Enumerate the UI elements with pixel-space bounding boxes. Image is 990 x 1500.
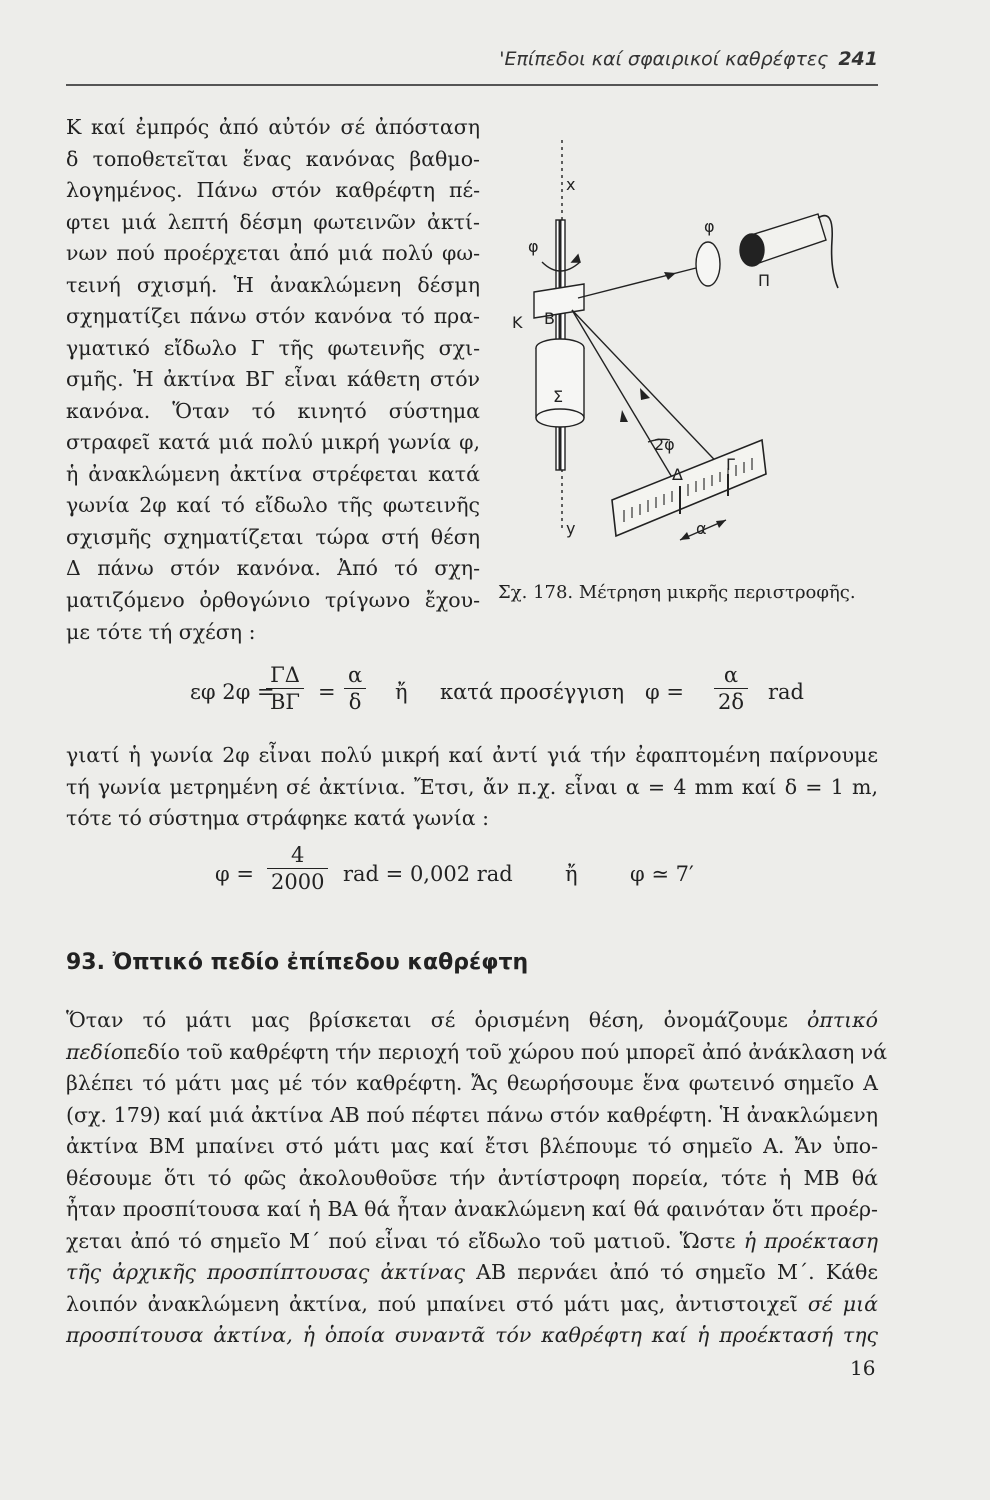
- eq2-lhs: φ =: [215, 862, 254, 886]
- middle-paragraph: [66, 740, 878, 835]
- figure-178: [500, 140, 880, 570]
- text-line: σμῆς. Ἡ ἀκτίνα ΒΓ εἶναι κάθετη στόν: [66, 367, 480, 391]
- section-heading: 93. Ὀπτικό πεδίο ἐπίπεδου καθρέφτη: [66, 950, 529, 975]
- text-line: σχηματίζει πάνω στόν κανόνα τό πρα-: [66, 304, 480, 328]
- figure-caption: Σχ. 178. Μέτρηση μικρῆς περιστροφῆς.: [498, 582, 856, 603]
- label-delta: Δ: [672, 465, 683, 484]
- label-phi-left: φ: [528, 237, 539, 256]
- weight-sigma: [536, 348, 584, 418]
- page-number: 241: [838, 48, 878, 70]
- label-alpha: α: [696, 519, 707, 538]
- label-y: y: [566, 519, 576, 538]
- eq1-f3-num: α: [714, 662, 748, 689]
- left-column-text: [66, 112, 480, 616]
- reflected-ray-1: [572, 310, 728, 474]
- label-phi-top: φ: [704, 217, 715, 236]
- header-title: 'Επίπεδοι καί σφαιρικοί καθρέφτες: [499, 48, 829, 70]
- text-line: Κ καί ἐμπρός ἀπό αὐτόν σέ ἀπόσταση: [66, 115, 480, 139]
- text-line: κανόνα. Ὅταν τό κινητό σύστημα: [66, 398, 480, 423]
- text-line: Ὅταν τό μάτι μας βρίσκεται σέ ὁρισμένη θέση, ὀνομάζουμε ὀπτικό: [66, 1008, 878, 1032]
- italic-term: ὀπτικό: [807, 1008, 878, 1032]
- text-line: ἦταν προσπίτουσα καί ἡ ΒΑ θά ἦταν ἀνακλώμενη καί θά φαινόταν ὅτι προέρ-: [66, 1197, 878, 1221]
- text-line: χεται ἀπό τό σημεῖο Μ΄ πού εἶναι τό εἴδωλο τοῦ ματιοῦ. Ὥστε ἡ προέκταση: [66, 1228, 878, 1253]
- eq2-conj: ἤ: [565, 862, 578, 886]
- label-pi: Π: [758, 271, 771, 290]
- text-line: γιατί ἡ γωνία 2φ εἶναι πολύ μικρή καί ἀντί γιά τήν ἐφαπτομένη παίρνουμε: [66, 743, 878, 767]
- text-line: γματικό εἴδωλο Γ τῆς φωτεινῆς σχι-: [66, 335, 480, 360]
- text-line: τεινή σχισμή. Ἡ ἀνακλώμενη δέσμη: [66, 272, 480, 297]
- signature-number: 16: [850, 1356, 876, 1380]
- italic-term: προσπίτουσα ἀκτίνα, ἡ ὁποία συναντᾶ τόν καθρέφτη καί ἡ προέκτασή της: [66, 1323, 878, 1347]
- text-line: δ τοποθετεῖται ἕνας κανόνας βαθμο-: [66, 146, 480, 171]
- eq2-approx: φ ≃ 7′: [630, 862, 694, 886]
- text-line: σχισμῆς σχηματίζεται τώρα στή θέση: [66, 524, 480, 549]
- eq1-f3-den: 2δ: [718, 690, 745, 714]
- label-B: B: [544, 309, 555, 328]
- header-rule: [66, 84, 878, 86]
- label-gamma: Γ: [726, 455, 735, 474]
- eq2-frac: [267, 842, 328, 895]
- bottom-paragraph: [66, 1005, 888, 1352]
- text-line: ἡ ἀνακλώμενη ἀκτίνα στρέφεται κατά: [66, 461, 480, 486]
- text-line: (σχ. 179) καί μιά ἀκτίνα ΑΒ πού πέφτει πάνω στόν καθρέφτη. Ἡ ἀνακλώμενη: [66, 1102, 878, 1127]
- text-line: νων πού προέρχεται ἀπό μιά πολύ φω-: [66, 241, 480, 265]
- italic-term: πεδίο: [66, 1039, 124, 1064]
- label-sigma: Σ: [553, 387, 564, 406]
- text-line: [66, 1320, 878, 1352]
- text-line: Δ πάνω στόν κανόνα. Ἀπό τό σχη-: [66, 556, 480, 580]
- text-line: γωνία 2φ καί τό εἴδωλο τῆς φωτεινῆς: [66, 493, 480, 517]
- relation-line: με τότε τή σχέση :: [66, 620, 256, 644]
- text-line: τῆς ἀρχικῆς προσπίπτουσας ἀκτίνας ΑΒ περνάει ἀπό τό σημεῖο Μ΄. Κάθε: [66, 1260, 878, 1284]
- scale-ruler: [612, 440, 766, 536]
- eq1-eq: =: [318, 680, 336, 704]
- label-K: K: [512, 313, 523, 332]
- lens-phi: [696, 242, 720, 286]
- eq1-frac-1: [266, 662, 304, 715]
- text-line: στραφεῖ κατά μιά πολύ μικρή γωνία φ,: [66, 430, 480, 454]
- text-line: τότε τό σύστημα στράφηκε κατά γωνία :: [66, 806, 490, 830]
- text-line: ματιζόμενο ὀρθογώνιο τρίγωνο ἔχου-: [66, 587, 480, 612]
- eq1-unit: rad: [768, 680, 805, 704]
- italic-term: ἡ προέκταση: [743, 1228, 878, 1253]
- label-x: x: [566, 175, 576, 194]
- eq2-rest: rad = 0,002 rad: [343, 862, 513, 886]
- eq1-conj: ἤ: [395, 680, 408, 704]
- italic-term: τῆς ἀρχικῆς προσπίπτουσας ἀκτίνας: [66, 1260, 465, 1284]
- reflected-ray-2: [572, 310, 676, 484]
- text-line: ἀκτίνα ΒΜ μπαίνει στό μάτι μας καί ἔτσι βλέπουμε τό σημεῖο Α. Ἄν ὑπο-: [66, 1134, 878, 1158]
- eq1-lhs: εφ 2φ =: [190, 680, 275, 704]
- label-2phi: 2φ: [654, 435, 675, 454]
- text-line: φτει μιά λεπτή δέσμη φωτεινῶν ἀκτί-: [66, 209, 480, 234]
- eq1-f2-den: δ: [348, 690, 362, 714]
- text-line: πεδίοπεδίο τοῦ καθρέφτη τήν περιοχή τοῦ χώρου πού μπορεῖ ἀπό ἀνάκλαση νά: [66, 1039, 888, 1064]
- eq1-f1-num: ΓΔ: [266, 662, 304, 689]
- eq2-num: 4: [267, 842, 328, 869]
- running-header: [66, 48, 878, 78]
- eq1-frac-3: [714, 662, 748, 715]
- text-line: βλέπει τό μάτι μας μέ τόν καθρέφτη. Ἄς θεωρήσουμε ἕνα φωτεινό σημεῖο Α: [66, 1071, 878, 1095]
- eq1-f2-num: α: [344, 662, 366, 689]
- eq1-frac-2: [344, 662, 366, 715]
- text-line: θέσουμε ὅτι τό φῶς ἀκολουθοῦσε τήν ἀντίστροφη πορεία, τότε ἡ ΜΒ θά: [66, 1165, 878, 1190]
- eq1-approx-text: κατά προσέγγιση: [440, 680, 625, 704]
- italic-term: σέ μιά: [807, 1291, 879, 1316]
- text-line: λοιπόν ἀνακλώμενη ἀκτίνα, πού μπαίνει στό μάτι μας, ἀντιστοιχεῖ σέ μιά: [66, 1291, 879, 1316]
- eq1-f1-den: ΒΓ: [270, 690, 301, 714]
- text-line: λογημένος. Πάνω στόν καθρέφτη πέ-: [66, 178, 480, 202]
- eq1-phi-eq: φ =: [645, 680, 684, 704]
- incident-ray: [578, 268, 696, 298]
- eq2-den: 2000: [271, 870, 325, 894]
- text-line: τή γωνία μετρημένη σέ ἀκτίνια. Ἔτσι, ἄν π.χ. εἶναι α = 4 mm καί δ = 1 m,: [66, 774, 878, 799]
- mirror: [534, 284, 584, 318]
